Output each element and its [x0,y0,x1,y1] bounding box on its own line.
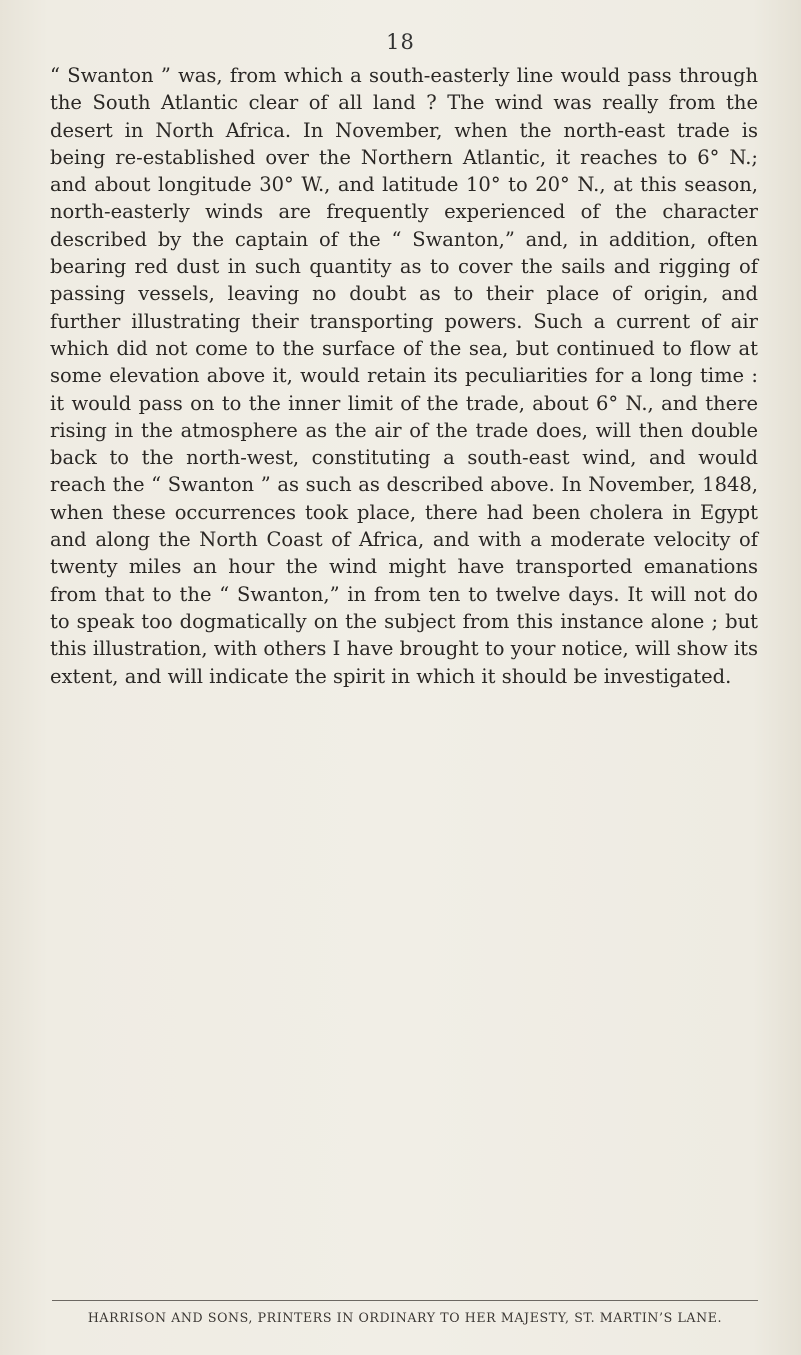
body-paragraph: “ Swanton ” was, from which a south-easterly line would pass through the South Atlantic clear of all land ? The wind was really from the desert in North Africa. In November, when the north-east trade is being re-established over the Northern Atlantic, it reaches to 6° N.; and about longitude 30° W., and latitude 10° to 20° N., at this season, north-easterly winds are frequently experienced of the character described by the captain of the “ Swanton,” and, in addition, often bearing red dust in such quantity as to cover the sails and rigging of passing vessels, leaving no doubt as to their place of origin, and further illustrating their transporting powers. Such a current of air which did not come to the surface of the sea, but continued to flow at some elevation above it, would retain its peculiarities for a long time : it would pass on to the inner limit of the trade, about 6° N., and there rising in the atmosphere as the air of the trade does, will then double back to the north-west, constituting a south-east wind, and would reach the “ Swanton ” as such as described above. In November, 1848, when these occurrences took place, there had been cholera in Egypt and along the North Coast of Africa, and with a moderate velocity of twenty miles an hour the wind might have transported emanations from that to the “ Swanton,” in from ten to twelve days. It will not do to speak too dogmatically on the subject from this instance alone ; but this illustration, with others I have brought to your notice, will show its extent, and will indicate the spirit in which it should be investigated. [50,64,758,688]
page-number: 18 [386,30,415,54]
imprint-rule [52,1300,758,1301]
printer-imprint: HARRISON AND SONS, PRINTERS IN ORDINARY TO HER MAJESTY, ST. MARTIN’S LANE. [87,1310,723,1325]
